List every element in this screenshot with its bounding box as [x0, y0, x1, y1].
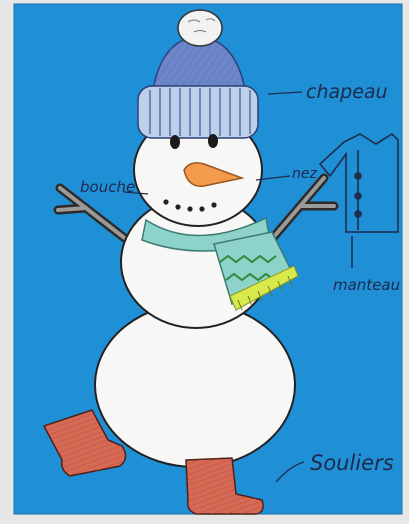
hat-pompom: [178, 10, 222, 46]
label-hat: chapeau: [306, 81, 388, 103]
label-mouth: bouche: [80, 178, 136, 196]
label-coat: manteau: [333, 276, 401, 294]
left-eye: [170, 135, 180, 149]
right-eye: [208, 134, 218, 148]
label-nose: nez: [292, 166, 317, 182]
label-shoes: Souliers: [310, 451, 394, 475]
